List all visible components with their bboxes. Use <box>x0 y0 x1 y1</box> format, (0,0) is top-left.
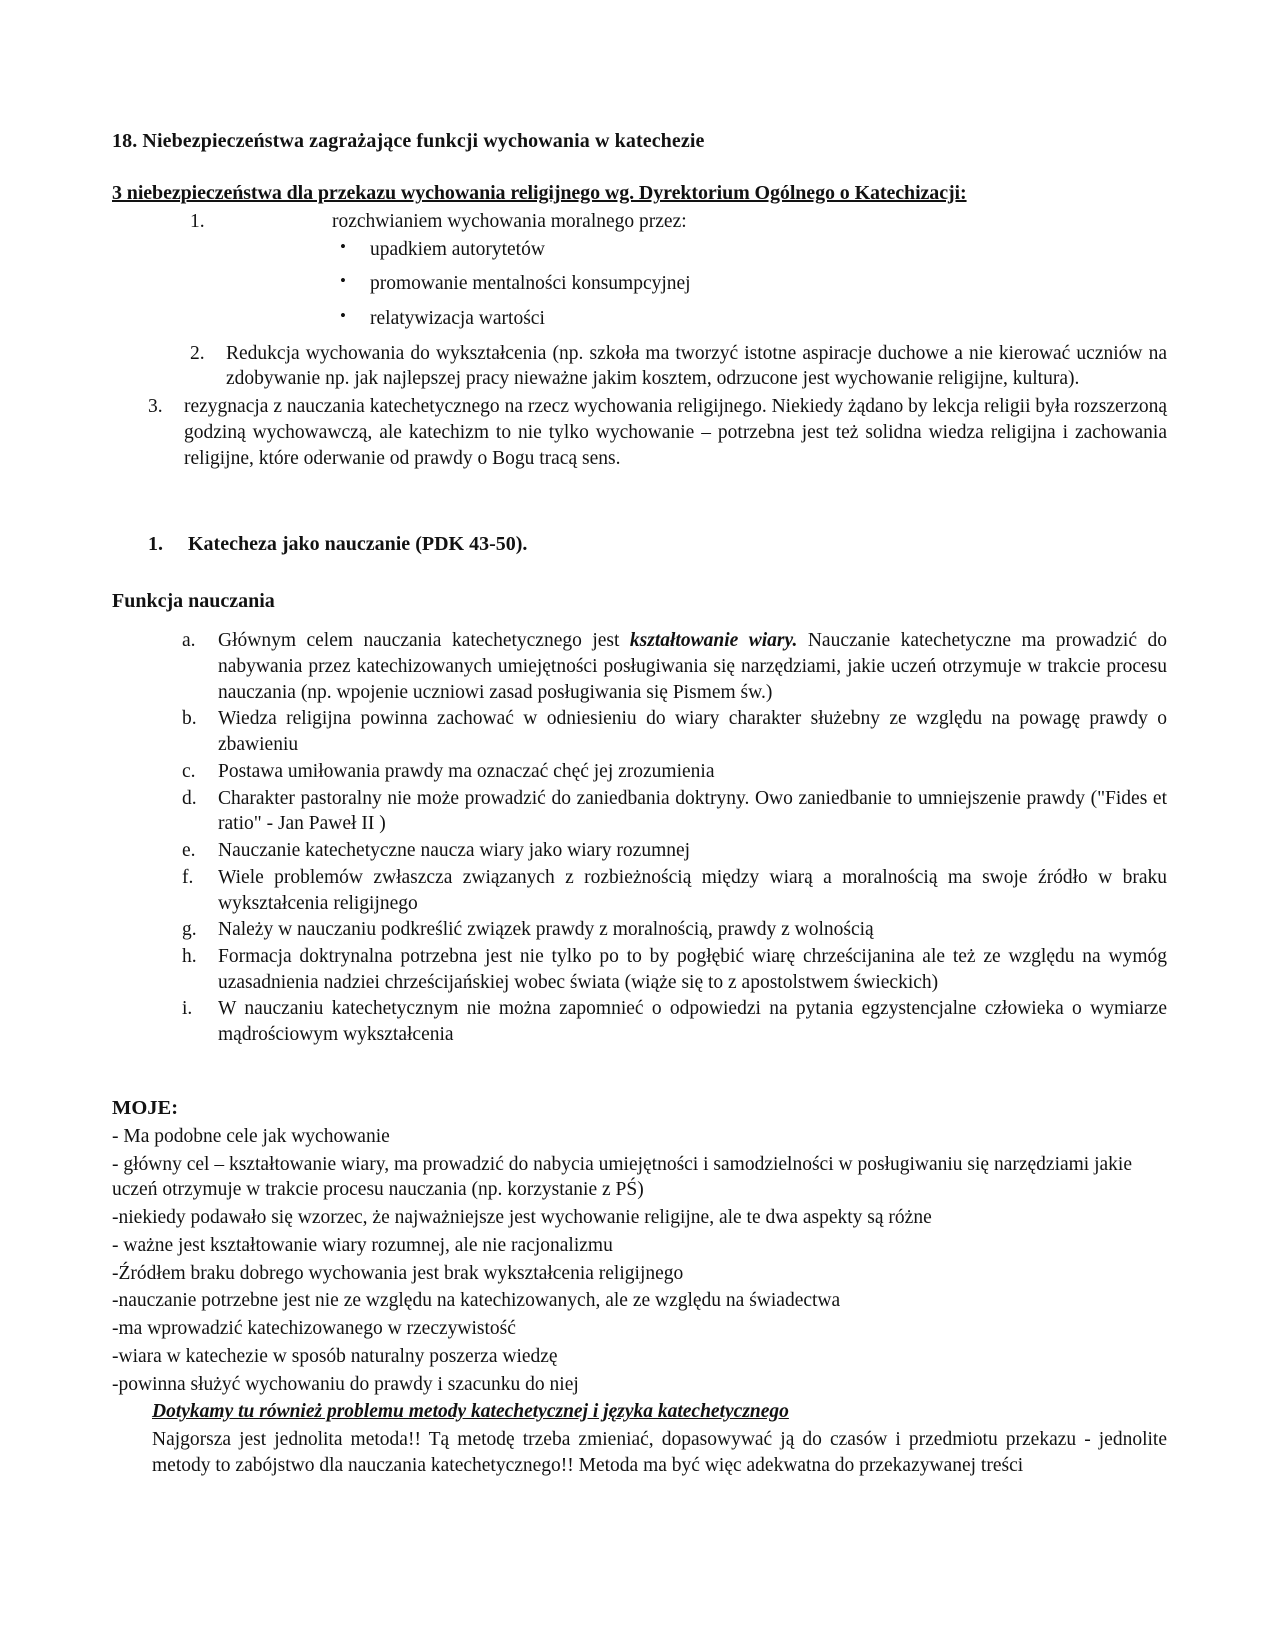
moje-line-5: -Źródłem braku dobrego wychowania jest brak wykształcenia religijnego <box>112 1262 684 1284</box>
list-item-text: rozchwianiem wychowania moralnego przez: <box>332 210 687 232</box>
list-item-text: W nauczaniu katechetycznym nie można zapomnieć o odpowiedzi na pytania egzystencjalne człowieka o wymiarze mądrościowym wykształcenia <box>218 998 1167 1046</box>
section2-item-e <box>112 838 1167 864</box>
spacer <box>112 558 1167 588</box>
moje-line-2: - główny cel – kształtowanie wiary, ma prowadzić do nabycia umiejętności i samodzielności w posługiwaniu się narzędziami jakie uczeń otrzymuje w trakcie procesu nauczania (np. korzystanie z PŚ) <box>112 1153 1132 1201</box>
section1-bullet-2 <box>112 271 1167 297</box>
list-item-text: Wiedza religijna powinna zachować w odniesieniu do wiary charakter służebny ze względu na powagę prawdy o zbawieniu <box>218 708 1167 756</box>
bullet-text: promowanie mentalności konsumpcyjnej <box>370 273 691 295</box>
list-item-text: rezygnacja z nauczania katechetycznego na rzecz wychowania religijnego. Niekiedy żądano by lekcja religii była rozszerzoną godziną wychowawczą, ale katechizm to nie tylko wychowanie – potrzebna jest też solidna wiedza religijna i zachowania religijne, które oderwanie od prawdy o Bogu tracą sens. <box>184 396 1167 469</box>
moje-line-8: -wiara w katechezie w sposób naturalny poszerza wiedzę <box>112 1345 558 1367</box>
list-marker: c. <box>182 760 196 782</box>
list-marker: 2. <box>190 342 205 364</box>
list-item-text: Nauczanie katechetyczne naucza wiary jako wiary rozumnej <box>218 840 691 862</box>
section2-item-d <box>112 786 1167 837</box>
section3-emphasis-heading: Dotykamy tu również problemu metody katechetycznej i języka katechetycznego <box>152 1401 789 1423</box>
section1-item-1 <box>112 209 1167 235</box>
list-item-text-prefix: Głównym celem nauczania katechetycznego jest <box>218 630 630 652</box>
section2-item-h <box>112 944 1167 995</box>
section2-subheading: Funkcja nauczania <box>112 589 275 612</box>
document-body <box>112 128 1167 1479</box>
spacer <box>112 473 1167 531</box>
list-marker: e. <box>182 840 196 862</box>
list-item-text: Wiele problemów zwłaszcza związanych z rozbieżnością między wiarą a moralnością ma swoje źródło w braku wykształcenia religijnego <box>218 866 1167 914</box>
moje-line-9: -powinna służyć wychowaniu do prawdy i szacunku do niej <box>112 1373 579 1395</box>
section2-item-c <box>112 759 1167 785</box>
list-marker: 1. <box>190 210 205 232</box>
section1-heading: 3 niebezpieczeństwa dla przekazu wychowania religijnego wg. Dyrektorium Ogólnego o Katechizacji: <box>112 182 967 205</box>
moje-line-4: - ważne jest kształtowanie wiary rozumnej, ale nie racjonalizmu <box>112 1234 613 1256</box>
list-marker: h. <box>182 945 197 967</box>
section2-heading <box>112 531 1167 557</box>
list-marker: a. <box>182 630 196 652</box>
bullet-dot-icon: • <box>340 271 346 291</box>
list-marker: g. <box>182 919 197 941</box>
section2-heading-text: Katecheza jako nauczanie (PDK 43-50). <box>188 533 528 556</box>
section1-bullet-1 <box>112 237 1167 263</box>
section2-item-b <box>112 706 1167 757</box>
list-item-text: Postawa umiłowania prawdy ma oznaczać chęć jej zrozumienia <box>218 760 715 782</box>
list-item-text: Charakter pastoralny nie może prowadzić do zaniedbania doktryny. Owo zaniedbanie to umniejszenie prawdy ("Fides et ratio" - Jan Paweł II ) <box>218 787 1167 835</box>
spacer <box>112 614 1167 628</box>
list-item-emphasis: kształtowanie wiary. <box>629 630 798 652</box>
section2-item-g <box>112 917 1167 943</box>
list-item-text: Formacja doktrynalna potrzebna jest nie tylko po to by pogłębić wiarę chrześcijanina ale też ze względu na wymóg uzasadnienia nadziei chrześcijańskiej wobec świata (wiąże się to z apostolstwem świeckich) <box>218 945 1167 993</box>
list-item-text: Redukcja wychowania do wykształcenia (np. szkoła ma tworzyć istotne aspiracje duchowe a nie kierować uczniów na zdobywanie np. jak najlepszej pracy nieważne jakim kosztem, odrzucone jest wychowanie religijne, kultura). <box>226 342 1167 390</box>
list-marker: d. <box>182 787 197 809</box>
section2-item-i <box>112 996 1167 1047</box>
list-marker: i. <box>182 998 193 1020</box>
bullet-dot-icon: • <box>340 236 346 256</box>
bullet-text: relatywizacja wartości <box>370 307 545 329</box>
section3-closing-paragraph: Najgorsza jest jednolita metoda!! Tą metodę trzeba zmieniać, dopasowywać ją do czasów i przedmiotu przekazu - jednolite metody to zabójstwo dla nauczania katechetycznego!! Metoda ma być więc adekwatna do przekazywanej treści <box>152 1429 1167 1476</box>
page-title: 18. Niebezpieczeństwa zagrażające funkcji wychowania w katechezie <box>112 130 705 152</box>
list-item-text-suffix: Nauczanie katechetyczne ma prowadzić do nabywania przez katechizowanych umiejętności posługiwania się narzędziami, jakie uczeń otrzymuje w trakcie procesu nauczania (np. wpojenie uczniowi zasad posługiwania się Pismem św.) <box>218 630 1167 703</box>
list-marker: 3. <box>148 396 163 418</box>
section1-bullet-3 <box>112 306 1167 332</box>
list-marker: f. <box>182 866 194 888</box>
bullet-dot-icon: • <box>340 305 346 325</box>
spacer <box>112 1049 1167 1095</box>
section1-item-2 <box>112 341 1167 392</box>
section2-item-f <box>112 865 1167 916</box>
list-marker: 1. <box>148 533 163 556</box>
section2-item-a <box>112 628 1167 705</box>
section3-heading: MOJE: <box>112 1096 179 1119</box>
moje-line-7: -ma wprowadzić katechizowanego w rzeczywistość <box>112 1318 516 1340</box>
moje-line-3: -niekiedy podawało się wzorzec, że najważniejsze jest wychowanie religijne, ale te dwa aspekty są różne <box>112 1207 932 1229</box>
list-marker: b. <box>182 708 197 730</box>
list-item-text: Należy w nauczaniu podkreślić związek prawdy z moralnością, prawdy z wolnością <box>218 919 874 941</box>
moje-line-1: - Ma podobne cele jak wychowanie <box>112 1125 390 1147</box>
section1-item-3 <box>112 394 1167 471</box>
bullet-text: upadkiem autorytetów <box>370 238 545 260</box>
moje-line-6: -nauczanie potrzebne jest nie ze względu na katechizowanych, ale ze względu na świadectwa <box>112 1290 841 1312</box>
